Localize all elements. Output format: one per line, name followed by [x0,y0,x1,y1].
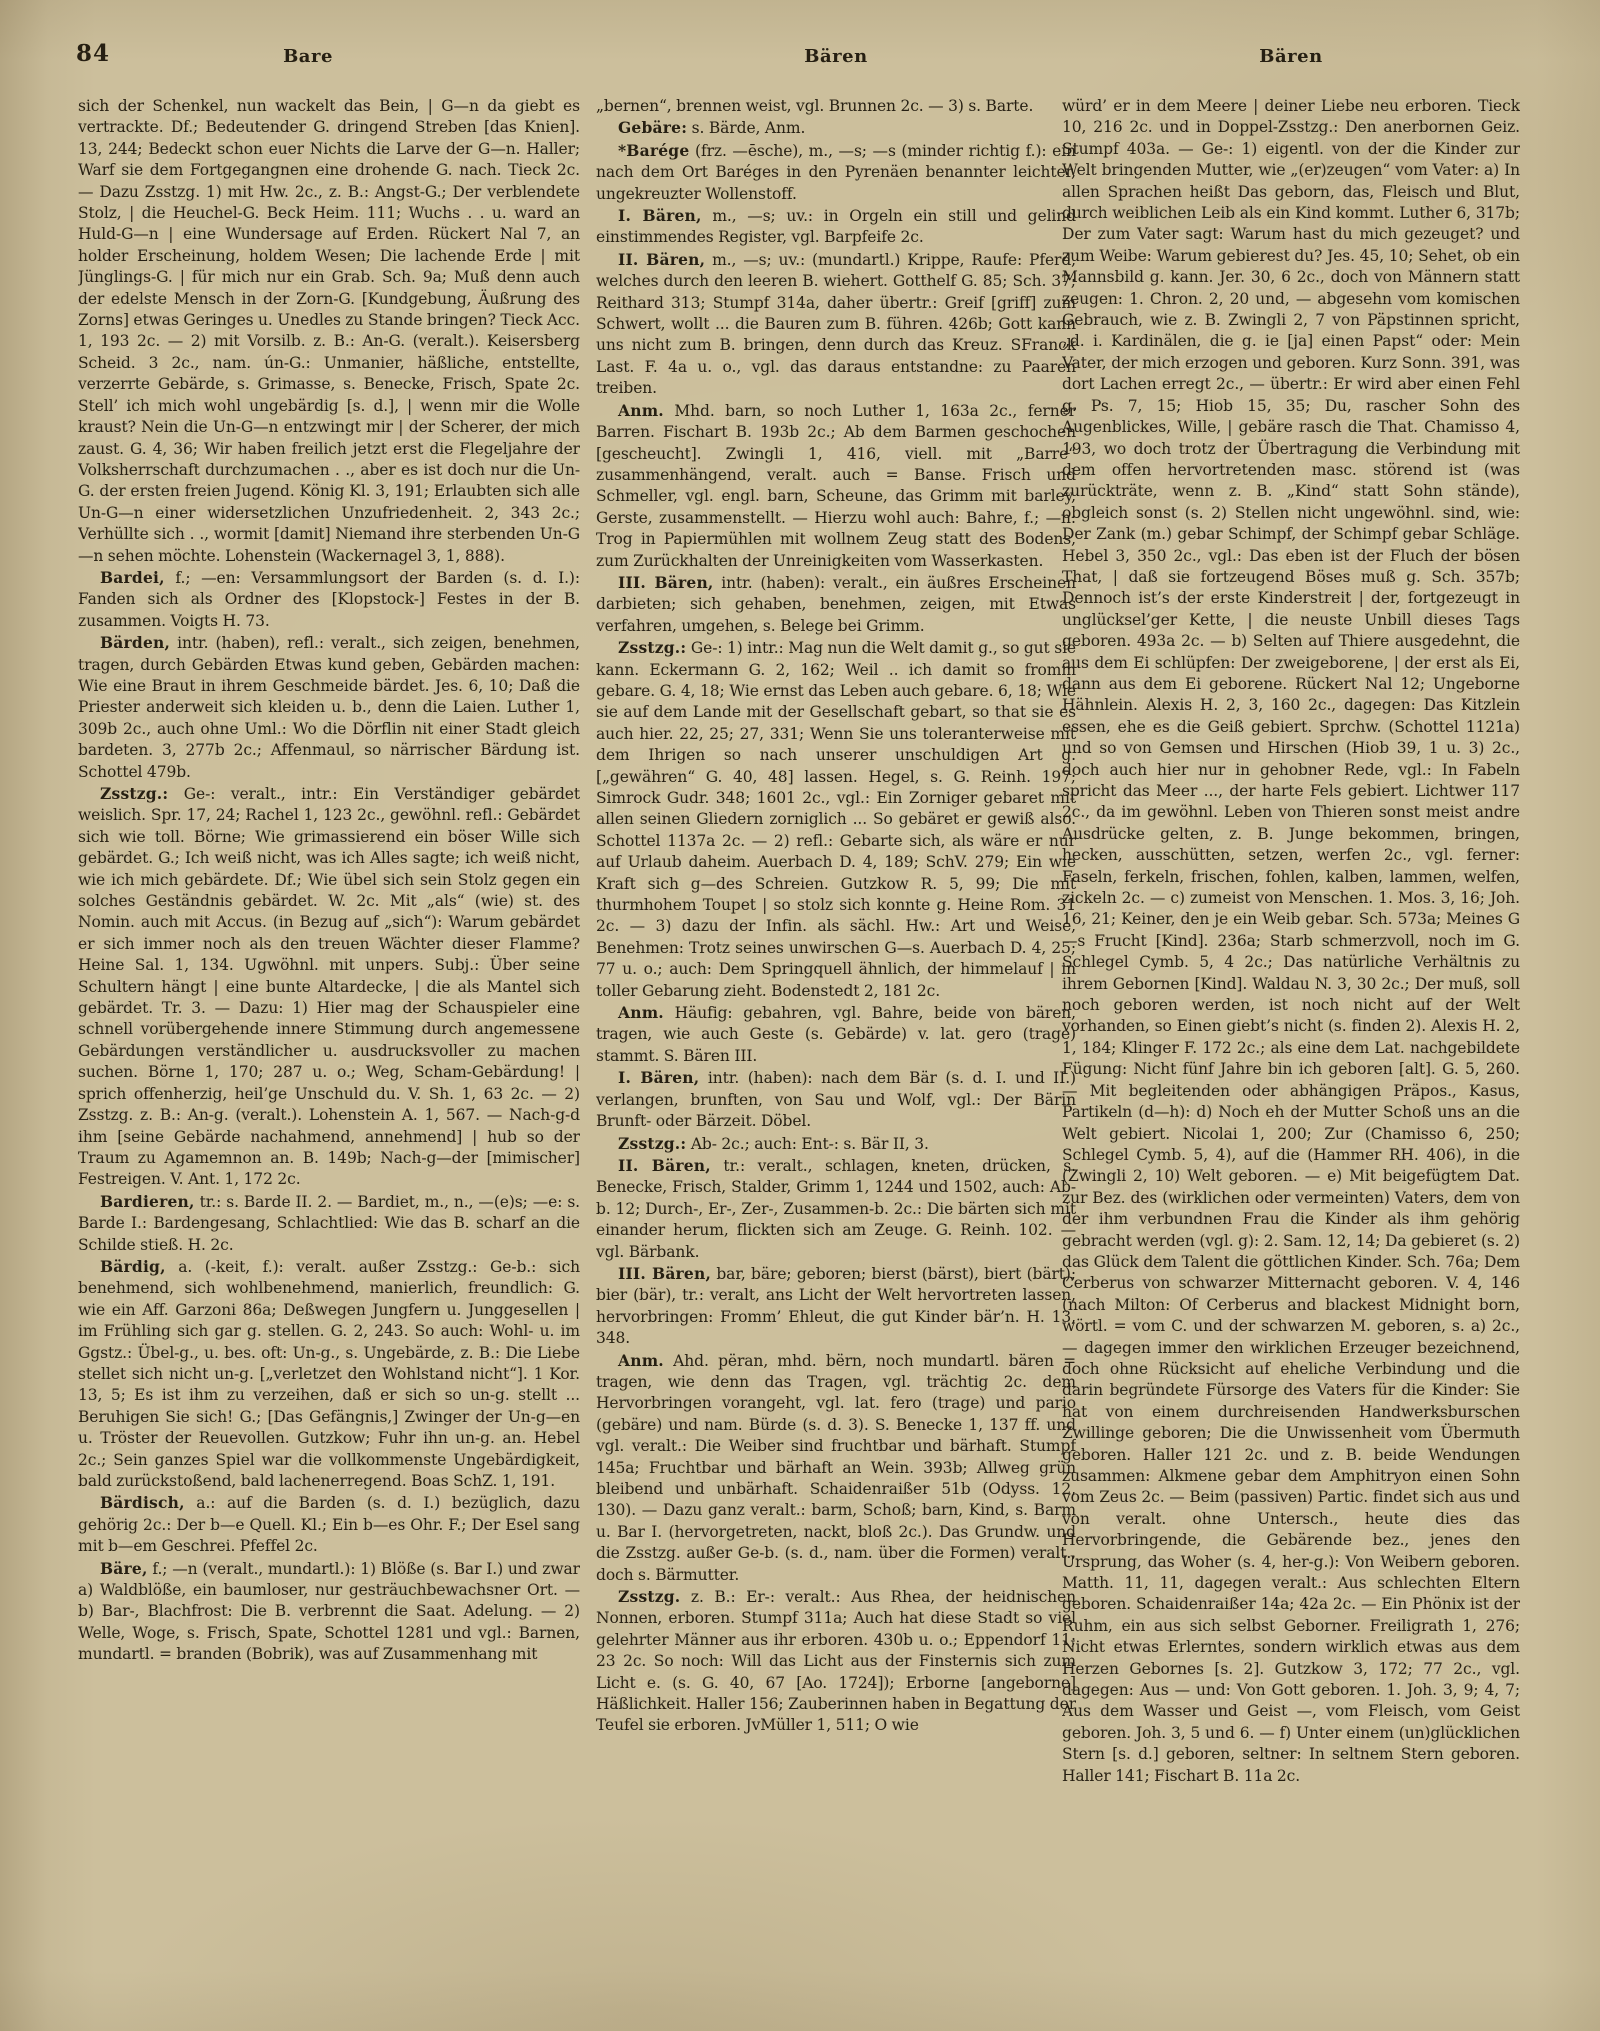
headword: III. Bären, [618,1263,712,1283]
headword: Zsstzg.: [618,638,687,658]
entry-text: m., —s; uv.: in Orgeln ein still und gelind einstimmendes Register, vgl. Barpfeife 2c. [596,207,1076,247]
entry-text: Ge-: veralt., intr.: Ein Verständiger gebärdet weislich. Spr. 17, 24; Rachel 1, 123 2c., gewöhnl. refl.: Gebärdet sich wie toll. Börne; Wie grimassierend ein böser Wille sich gebärdet. G.; Ich weiß nicht, was ich Alles sagte; ich weiß nicht, wie ich mich gebärdete. Df.; Wie übel sich sein Stolz gegen ein solches Geständnis gebärdet. W. 2c. Mit „als“ (wie) st. des Nomin. auch mit Accus. (in Bezug auf „sich“): Warum gebärdet er sich immer noch als den treuen Wächter dieser Flamme? Heine Sal. 1, 134. Ugwöhnl. mit unpers. Subj.: Über seine Schultern hängt | eine bunte Altardecke, | die als Mantel sich gebärdet. Tr. 3. — Dazu: 1) Hier mag der Schauspieler eine schnell vorübergehende innere Stimmung durch angemessene Gebärdungen verständlicher u. ausdrucksvoller zu machen suchen. Börne 1, 170; 287 u. o.; Weg, Scham-Gebärdung! | sprich offenherzig, heil’ge Unschuld du. V. Sh. 1, 63 2c. — 2) Zsstzg. z. B.: An-g. (veralt.). Lohenstein A. 1, 567. — Nach-g-d ihm [seine Gebärde nachahmend, annehmend] | hub so der Traum zu Agamemnon an. B. 149b; Nach-g—der [mimischer] Festreigen. V. Ant. 1, 172 2c. [78,785,580,1189]
entry-text: tr.: s. Barde II. 2. — Bardiet, m., n., —(e)s; —e: s. Barde I.: Bardengesang, Schlachtlied: Wie das B. scharf an die Schilde stieß. H. 2c. [78,1192,580,1254]
entry-text: (frz. —ēsche), m., —s; —s (minder richtig f.): ein nach dem Ort Baréges in den Pyrenäen benannter leichter, ungekreuzter Wollenstoff. [596,141,1076,203]
text-column-3 [1062,96,1520,1916]
entry-text: s. Bärde, Anm. [687,119,806,138]
entry-paragraph [78,632,580,783]
headword: I. Bären, [618,206,702,226]
entry-paragraph [596,117,1076,139]
headword: Anm. [618,1350,664,1370]
running-title-center: Bären [804,46,868,67]
headword: Bärden, [100,633,171,653]
headword: II. Bären, [618,1155,711,1175]
text-column-2 [596,96,1076,1916]
entry-text: Häufig: gebahren, vgl. Bahre, beide von bären, tragen, wie auch Geste (s. Gebärde) v. lat. gero (trage) stammt. S. Bären III. [596,1004,1076,1065]
entry-text: tr.: veralt., schlagen, kneten, drücken, s. Benecke, Frisch, Stalder, Grimm 1, 1244 und 1502, auch: Ab-b. 12; Durch-, Er-, Zer-, Zusammen-b. 2c.: Die bärten sich mit einander herum, flickten sich am Zeuge. G. Reinh. 102. — vgl. Bärbank. [596,1156,1076,1261]
entry-paragraph [596,1350,1076,1586]
entry-text: würd’ er in dem Meere | deiner Liebe neu erboren. Tieck 10, 216 2c. und in Doppel-Zsstzg.: Den anerbornen Geiz. Stumpf 403a. — Ge-: 1) eigentl. von der die Kinder zur Welt bringenden Mutter, wie „(er)zeugen“ vom Vater: a) In allen Sprachen heißt Das geborn, das, Fleisch und Blut, durch weiblichen Leib als ein Kind kommt. Luther 6, 317b; Der zum Vater sagt: Warum hast du mich gezeuget? und zum Weibe: Warum gebierest du? Jes. 45, 10; Sehet, ob ein Mannsbild g. kann. Jer. 30, 6 2c., doch von Männern statt zeugen: 1. Chron. 2, 20 und, — abgesehn vom komischen Gebrauch, wie z. B. Zwingli 2, 7 von Päpstinnen spricht, „d. i. Kardinälen, die g. ie [ja] einen Papst“ oder: Mein Vater, der mich erzogen und geboren. Kurz Sonn. 391, was dort Lachen erregt 2c., — übertr.: Er wird aber einen Fehl g. Ps. 7, 15; Hiob 15, 35; Du, rascher Sohn des Augenblickes, Wille, | gebäre rasch die That. Chamisso 4, 193, wo doch trotz der Übertragung die Verbindung mit dem offen hervortretenden masc. störend ist (was zurückträte, wenn z. B. „Kind“ statt Sohn stände), obgleich sonst (s. 2) Stellen nicht ungewöhnl. sind, wie: Der Zank (m.) gebar Schimpf, der Schimpf gebar Schläge. Hebel 3, 350 2c., vgl.: Das eben ist der Fluch der bösen That, | daß sie fortzeugend Böses muß g. Sch. 357b; Dennoch ist’s der erste Kinderstreit | der, fortgezeugt in unglücksel’ger Kette, | die neuste Unbill dieses Tags geboren. 493a 2c. — b) Selten auf Thiere ausgedehnt, die aus dem Ei schlüpfen: Der zweigeborene, | der erst als Ei, dann aus dem Ei geborene. Rückert Nal 12; Ungeborne Hähnlein. Alexis H. 2, 3, 160 2c., dagegen: Das Kitzlein essen, ehe es die Geiß gebiert. Sprchw. (Schottel 1121a) und so von Gemsen und Hirschen (Hiob 39, 1 u. 3) 2c., doch auch hier nur in gehobner Rede, vgl.: In Fabeln spricht das Meer ..., der harte Fels gebiert. Lichtwer 117 2c., da im gewöhnl. Leben von Thieren sonst meist andre Ausdrücke gelten, z. B. Junge bekommen, bringen, hecken, ausschütten, setzen, werfen 2c., vgl. ferner: Faseln, ferkeln, frischen, fohlen, kalben, lammen, welfen, zickeln 2c. — c) zumeist von Menschen. 1. Mos. 3, 16; Joh. 16, 21; Keiner, den je ein Weib gebar. Sch. 573a; Meines G—s Frucht [Kind]. 236a; Starb schmerzvoll, noch im G. Schlegel Cymb. 5, 4 2c.; Das natürliche Verhältnis zu ihrem Gebornen [Kind]. Waldau N. 3, 30 2c.; Der muß, soll noch geboren werden, ist noch nicht auf der Welt vorhanden, so Einen giebt’s nicht (s. finden 2). Alexis H. 2, 1, 184; Klinger F. 172 2c.; als eine dem Lat. nachgebildete Fügung: Nicht fünf Jahre bin ich geboren [alt]. G. 5, 260. — Mit begleitenden oder abhängigen Präpos., Kasus, Partikeln (d—h): d) Noch eh der Mutter Schoß uns an die Welt gebiert. Nicolai 1, 200; Zur (Chamisso 6, 250; Schlegel Cymb. 5, 4), auf die (Hammer RH. 406), in die (Zwingli 2, 10) Welt geboren. — e) Mit beigefügtem Dat. zur Bez. des (wirklichen oder vermeinten) Vaters, dem von der ihm verbundnen Frau die Kinder als ihm gehörig gebracht werden (vgl. g): 2. Sam. 12, 14; Da gebieret (s. 2) das Glück dem Talent die göttlichen Kinder. Sch. 76a; Dem Cerberus von schwarzer Mitternacht geboren. V. 4, 146 (nach Milton: Of Cerberus and blackest Midnight born, wörtl. = vom C. und der schwarzen M. geboren, s. a) 2c., — dagegen immer den wirklichen Erzeuger bezeichnend, doch ohne Rücksicht auf eheliche Verbindung und die darin begründete Fürsorge des Vaters für die Kinder: Sie hat von einem durchreisenden Handwerksburschen Zwillinge geboren; Die die Unwissenheit vom Übermuth geboren. Haller 121 2c. und z. B. beide Wendungen zusammen: Alkmene gebar dem Amphitryon einen Sohn vom Zeus 2c. — Beim (passiven) Partic. findet sich aus und von veralt. ohne Untersch., heute dies das Hervorbringende, die Gebärende bez., jenes den Ursprung, das Woher (s. 4, her-g.): Von Weibern geboren. Matth. 11, 11, dagegen veralt.: Aus schlechten Eltern geboren. Schaidenraißer 14a; 42a 2c. — Ein Phönix ist der Ruhm, ein aus sich selbst Geborner. Freiligrath 1, 276; Nicht etwas Erlerntes, sondern wirklich etwas aus dem Herzen Gebornes [s. 2]. Gutzkow 3, 172; 77 2c., vgl. dagegen: Aus — und: Von Gott geboren. 1. Joh. 3, 9; 4, 7; Aus dem Wasser und Geist —, vom Fleisch, vom Geist geboren. Joh. 3, 5 und 6. — f) Unter einem (un)glücklichen Stern [s. d.] geboren, seltner: In seltnem Stern geboren. Haller 141; Fischart B. 11a 2c. [1062,97,1520,1785]
entry-paragraph [78,1558,580,1666]
entry-text: intr. (haben): veralt., ein äußres Erscheinen darbieten; sich gehaben, benehmen, zeigen, mit Etwas verfahren, umgehen, s. Belege bei Grimm. [596,573,1076,635]
headword: II. Bären, [618,249,706,269]
running-title-left: Bare [283,46,333,67]
entry-text: Ab- 2c.; auch: Ent-: s. Bär II, 3. [686,1134,929,1153]
entry-text: z. B.: Er-: veralt.: Aus Rhea, der heidnischen Nonnen, erboren. Stumpf 311a; Auch hat diese Stadt so viel gelehrter Männer aus ihr erboren. 430b u. o.; Eppendorf 11; 23 2c. So noch: Will das Licht aus der Finsternis sich zum Licht e. (s. G. 40, 67 [Ao. 1724]); Erborne [angeborne] Häßlichkeit. Haller 156; Zauberinnen haben in Begattung der Teufel sie erboren. JvMüller 1, 511; O wie [596,1588,1076,1735]
headword: Bäre, [100,1558,148,1578]
headword: Zsstzg.: [618,1133,687,1153]
entry-paragraph [596,1586,1076,1737]
entry-text: intr. (haben), refl.: veralt., sich zeigen, benehmen, tragen, durch Gebärden Etwas kund geben, Gebärden machen: Wie eine Braut in ihrem Geschmeide bärdet. Jes. 6, 10; Daß die Priester anderweit sich kleiden u. b., denn die Laien. Luther 1, 309b 2c., auch ohne Uml.: Wo die Dörflin nit einer Stadt gleich bardeten. 3, 277b 2c.; Affenmaul, so närrischer Bärdung ist. Schottel 479b. [78,634,580,781]
entry-text: bar, bäre; geboren; bierst (bärst), biert (bärt); bier (bär), tr.: veralt, ans Licht der Welt hervortreten lassen, hervorbringen: Fromm’ Ehleut, die gut Kinder bär’n. H. 13, 348. [596,1264,1076,1348]
entry-paragraph [596,637,1076,1002]
entry-paragraph [596,1155,1076,1263]
entry-text: Mhd. barn, so noch Luther 1, 163a 2c., ferner Barren. Fischart B. 193b 2c.; Ab dem Barmen geschochen [gescheucht]. Zwingli 1, 416, viell. mit „Barre“ zusammenhängend, veralt. auch = Banse. Frisch und Schmeller, vgl. engl. barn, Scheune, das Grimm mit barley, Gerste, zusammenstellt. — Hierzu wohl auch: Bahre, f.; —n: Trog in Papiermühlen mit wollnem Zeug statt des Bodens, zum Zurückhalten der Unreinigkeiten vom Wasserkasten. [596,401,1076,570]
entry-paragraph [596,1067,1076,1132]
entry-paragraph [596,1002,1076,1067]
headword: I. Bären, [618,1068,700,1088]
headword: Anm. [618,400,664,420]
entry-text: f.; —en: Versammlungsort der Barden (s. d. I.): Fanden sich als Ordner des [Klopstock-] Festes in der B. zusammen. Voigts H. 73. [78,568,580,630]
entry-paragraph [596,400,1076,572]
entry-paragraph [596,205,1076,249]
headword: Bärdisch, [100,1493,185,1513]
entry-text: Ahd. përan, mhd. bërn, noch mundartl. bären = tragen, wie denn das Tragen, vgl. trächtig 2c. dem Hervorbringen vorangeht, vgl. lat. fero (trage) und pario (gebäre) und nam. Bürde (s. d. 3). S. Benecke 1, 137 ff. und vgl. veralt.: Die Weiber sind fruchtbar und bärhaft. Stumpf 145a; Fruchtbar und bärhaft an Wein. 393b; Allweg grün bleibend und unbärhaft. Schaidenraißer 51b (Odyss. 12, 130). — Dazu ganz veralt.: barm, Schoß; barn, Kind, s. Barm u. Bar I. (hervorgetreten, nackt, bloß 2c.). Das Grundw. und die Zsstzg. außer Ge-b. (s. d., nam. über die Formen) veralt., doch s. Bärmutter. [596,1351,1076,1584]
entry-text: f.; —n (veralt., mundartl.): 1) Blöße (s. Bar I.) und zwar a) Waldblöße, ein baumloser, nur gesträuchbewachsner Ort. — b) Bar-, Blachfrost: Die B. verbrennt die Saat. Adelung. — 2) Welle, Woge, s. Frisch, Spate, Schottel 1281 und vgl.: Barnen, mundartl. = branden (Bobrik), was auf Zusammenhang mit [78,1559,580,1664]
running-title-right: Bären [1259,46,1323,67]
headword: Bärdig, [100,1256,166,1276]
entry-paragraph [78,1256,580,1492]
entry-text: a. (-keit, f.): veralt. außer Zsstzg.: Ge-b.: sich benehmend, sich wohlbenehmend, manierlich, freundlich: G. wie ein Aff. Garzoni 86a; Deßwegen Jungfern u. Junggesellen | im Frühling sich gar g. stellen. G. 2, 243. So auch: Wohl- u. im Ggstz.: Übel-g., u. bes. oft: Un-g., s. Ungebärde, z. B.: Die Liebe stellet sich nicht un-g. [„verletzet den Wohlstand nicht“]. 1 Kor. 13, 5; Es ist ihm zu verzeihen, daß er sich so un-g. stellt ... Beruhigen Sie sich! G.; [Das Gefängnis,] Zwinger der Un-g—en u. Tröster der Reuevollen. Gutzkow; Fuhr ihn un-g. an. Hebel 2c.; Sein ganzes Spiel war die vollkommenste Ungebärdigkeit, bald zurückstoßend, bald lachenerregend. Boas SchZ. 1, 191. [78,1257,580,1490]
headword: Zsstzg.: [100,784,169,803]
entry-paragraph [78,1492,580,1557]
entry-paragraph [78,783,580,1191]
text-column-1 [78,96,580,1916]
entry-paragraph [78,1191,580,1256]
continuation-paragraph [78,96,580,567]
entry-text: intr. (haben): nach dem Bär (s. d. I. und II.) verlangen, brunften, von Sau und Wolf, vgl.: Der Bärin Brunft- oder Bärzeit. Döbel. [596,1069,1076,1131]
headword: III. Bären, [618,572,714,592]
entry-text: sich der Schenkel, nun wackelt das Bein, | G—n da giebt es vertrackte. Df.; Bedeutender G. dringend Streben [das Knien]. 13, 244; Bedeckt schon euer Nichts die Larve der G—n. Haller; Warf sie dem Fortgegangnen eine drohende G. nach. Tieck 2c. — Dazu Zsstzg. 1) mit Hw. 2c., z. B.: Angst-G.; Der verblendete Stolz, | die Heuchel-G. Beck Heim. 111; Wuchs . . u. ward an Huld-G—n | eine Wundersage auf Erden. Rückert Nal 7, an holder Erscheinung, holdem Wesen; Die lachende Erde | mit Jünglings-G. | für mich nur ein Grab. Sch. 9a; Muß denn auch der edelste Mensch in der Zorn-G. [Kundgebung, Äußrung des Zorns] etwas Geringes u. Unedles zu Stande bringen? Tieck Acc. 1, 193 2c. — 2) mit Vorsilb. z. B.: An-G. (veralt.). Keisersberg Scheid. 3 2c., nam. ún-G.: Unmanier, häßliche, entstellte, verzerrte Gebärde, s. Grimasse, s. Benecke, Frisch, Spate 2c. Stell’ ich mich wohl ungebärdig [s. d.], | wenn mir die Wolle kraust? Nein die Un-G—n entzwingt mir | der Scherer, der mich zaust. G. 4, 36; Wir haben freilich jetzt erst die Flegeljahre der Volksherrschaft durchzumachen . ., aber es ist doch nur die Un-G. der ersten freien Jugend. König Kl. 3, 191; Erlaubten sich alle Un-G—n einer widersetzlichen Unzufriedenheit. 2, 343 2c.; Verhüllte sich . ., wormit [damit] Niemand ihre sterbenden Un-G—n sehen möchte. Lohenstein (Wackernagel 3, 1, 888). [78,97,580,565]
continuation-paragraph [596,96,1076,117]
headword: Bardei, [100,567,165,587]
headword: Gebäre: [618,118,688,138]
entry-paragraph [596,249,1076,400]
entry-text: Ge-: 1) intr.: Mag nun die Welt damit g., so gut sie kann. Eckermann G. 2, 162; Weil .. ich damit so fromm gebare. G. 4, 18; Wie ernst das Leben auch gebare. 6, 18; Wie sie auf dem Lande mit der Gesellschaft gebart, so that sie es auch hier. 22, 25; 27, 331; Wenn Sie uns toleranterweise mit dem Ihrigen so nach unserer unschuldigen Art g. [„gewähren“ G. 40, 48] lassen. Hegel, s. G. Reinh. 197; Simrock Gudr. 348; 1601 2c., vgl.: Ein Zorniger gebaret mit allen seinen Gliedern zorniglich ... So gebäret er gewiß also. Schottel 1137a 2c. — 2) refl.: Gebarte sich, als wäre er nur auf Urlaub daheim. Auerbach D. 4, 189; SchV. 279; Ein wie Kraft sich g—des Schreien. Gutzkow R. 5, 99; Die mit thurmhohem Toupet | so stolz sich konnte g. Heine Rom. 31 2c. — 3) dazu der Infin. als sächl. Hw.: Art und Weise, Benehmen: Trotz seines unwirschen G—s. Auerbach D. 4, 25; 77 u. o.; auch: Dem Springquell ähnlich, der himmelauf | in toller Gebarung zieht. Bodenstedt 2, 181 2c. [596,639,1076,1000]
entry-paragraph [596,572,1076,637]
entry-paragraph [596,1133,1076,1155]
headword: *Barége [618,140,690,160]
headword: Zsstzg. [618,1587,681,1607]
continuation-paragraph [1062,96,1520,1787]
page-number: 84 [76,40,111,67]
headword: Bardieren, [100,1191,195,1211]
headword: Anm. [618,1003,664,1023]
entry-text: „bernen“, brennen weist, vgl. Brunnen 2c. — 3) s. Barte. [596,97,1034,115]
entry-text: a.: auf die Barden (s. d. I.) bezüglich, dazu gehörig 2c.: Der b—e Quell. Kl.; Ein b—es Ohr. F.; Der Esel sang mit b—em Geschrei. Pfeffel 2c. [78,1494,580,1556]
entry-text: m., —s; uv.: (mundartl.) Krippe, Raufe: Pferd, welches durch den leeren B. wiehert. Gotthelf G. 85; Sch. 37; Reithard 313; Stumpf 314a, daher übertr.: Greif [griff] zum Schwert, wollt ... die Bauren zum B. führen. 426b; Gott kann uns nicht zum B. bringen, denn durch das Kreuz. SFranck Last. F. 4a u. o., vgl. das daraus entstandne: zu Paaren treiben. [596,250,1076,398]
entry-paragraph [596,1263,1076,1350]
entry-paragraph [78,567,580,632]
entry-paragraph [596,140,1076,205]
